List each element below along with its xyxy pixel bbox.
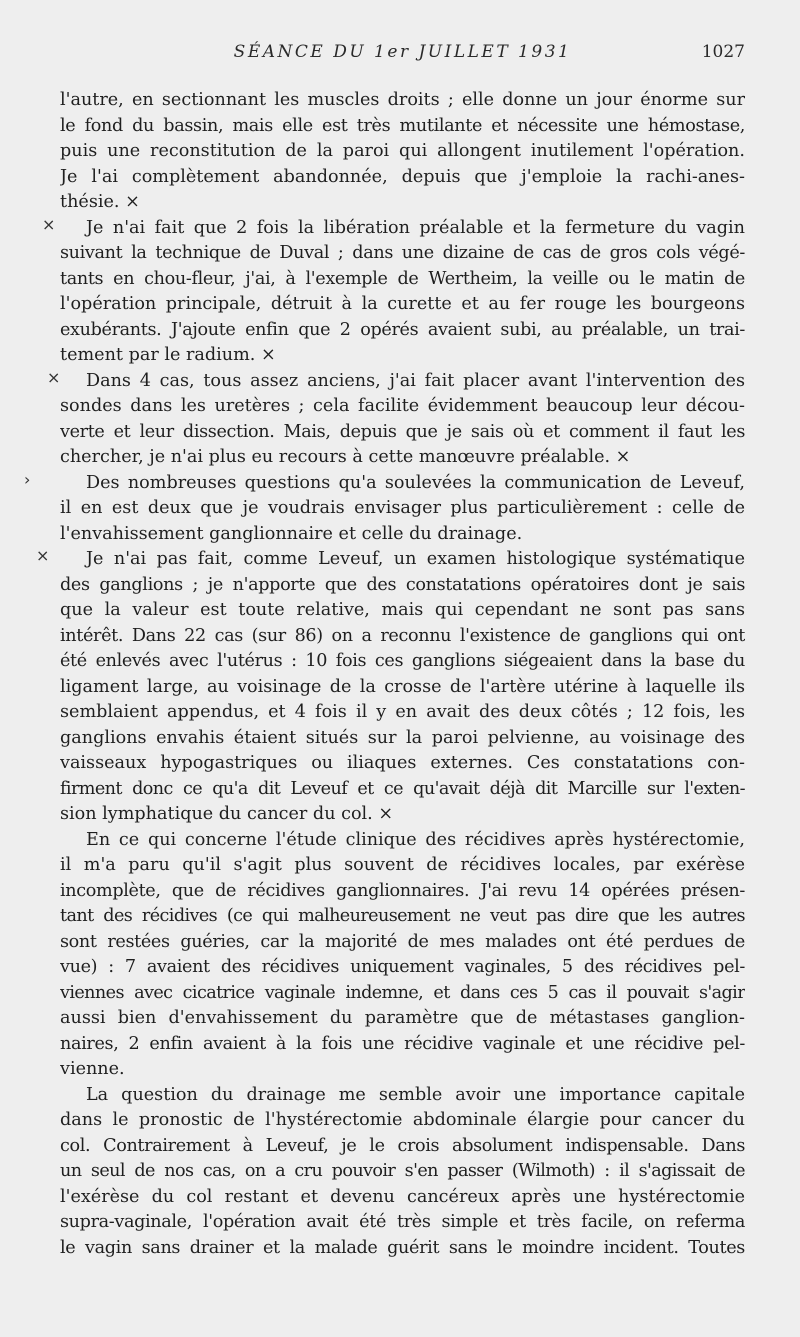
text-line: verte et leur dissection. Mais, depuis que je sais où et comment il faut les [60,421,745,442]
text-line: dans le pronostic de l'hystérectomie abdominale élargie pour cancer du [60,1110,745,1130]
text-line: tant des récidives (ce qui malheureusement ne veut pas dire que les autres [60,906,745,926]
text-line: tants en chou-fleur, j'ai, à l'exemple de Wertheim, la veille ou le matin de [60,268,745,289]
text-line: sondes dans les uretères ; cela facilite évidemment beaucoup leur décou- [60,396,745,416]
body-text [60,88,745,1261]
text-line: vue) : 7 avaient des récidives uniquement vaginales, 5 des récidives pel- [60,957,745,977]
text-line: un seul de nos cas, on a cru pouvoir s'en passer (Wilmoth) : il s'agissait de [60,1161,745,1181]
text-line: il m'a paru qu'il s'agit plus souvent de récidives locales, par exérèse [60,855,745,875]
text-line: ganglions envahis étaient situés sur la paroi pelvienne, au voisinage des [60,727,745,748]
page-header [60,42,745,66]
text-line: Des nombreuses questions qu'a soulevées la communication de Leveuf, [86,472,745,493]
text-line: thésie. × [60,192,140,212]
text-line: vaisseaux hypogastriques ou iliaques externes. Ces constatations con- [60,753,745,773]
text-line: Je n'ai pas fait, comme Leveuf, un examen histologique systématique [86,549,745,569]
text-line: chercher, je n'ai plus eu recours à cette manœuvre préalable. × [60,447,631,467]
text-line: col. Contrairement à Leveuf, je le crois absolument indispensable. Dans [60,1135,745,1156]
margin-mark: × [47,368,61,387]
text-line: supra-vaginale, l'opération avait été très simple et très facile, on referma [60,1212,745,1232]
text-line: La question du drainage me semble avoir une importance capitale [86,1084,745,1105]
text-line: Je l'ai complètement abandonnée, depuis que j'emploie la rachi-anes- [60,166,745,187]
text-line: vienne. [60,1059,125,1079]
text-line: l'exérèse du col restant et devenu cancéreux après une hystérectomie [60,1186,745,1207]
text-line: l'autre, en sectionnant les muscles droits ; elle donne un jour énorme sur [60,90,745,110]
page-number: 1027 [701,42,745,62]
text-line: firment donc ce qu'a dit Leveuf et ce qu'avait déjà dit Marcille sur l'exten- [60,778,745,799]
margin-mark: › [24,470,31,489]
text-line: l'envahissement ganglionnaire et celle du drainage. [60,523,523,544]
text-line: Je n'ai fait que 2 fois la libération préalable et la fermeture du vagin [86,217,745,238]
text-line: le fond du bassin, mais elle est très mutilante et nécessite une hémostase, [60,115,745,136]
text-line: il en est deux que je voudrais envisager plus particulièrement : celle de [60,498,745,518]
text-line: En ce qui concerne l'étude clinique des récidives après hystérectomie, [86,829,745,850]
text-line: semblaient appendus, et 4 fois il y en avait des deux côtés ; 12 fois, les [60,702,745,722]
text-line: incomplète, que de récidives ganglionnaires. J'ai revu 14 opérées présen- [60,880,745,901]
text-line: sont restées guéries, car la majorité de mes malades ont été perdues de [60,931,745,952]
text-line: puis une reconstitution de la paroi qui allongent inutilement l'opération. [60,141,745,161]
text-line: naires, 2 enfin avaient à la fois une récidive vaginale et une récidive pel- [60,1033,745,1054]
text-line: exubérants. J'ajoute enfin que 2 opérés avaient subi, au préalable, un trai- [60,319,745,340]
text-line: intérêt. Dans 22 cas (sur 86) on a reconnu l'existence de ganglions qui ont [60,625,745,646]
text-line: Dans 4 cas, tous assez anciens, j'ai fait placer avant l'intervention des [86,370,745,391]
margin-mark: × [36,546,50,565]
text-line: sion lymphatique du cancer du col. × [60,804,394,824]
text-line: l'opération principale, détruit à la curette et au fer rouge les bourgeons [60,294,745,314]
margin-mark: × [42,215,56,234]
text-line: aussi bien d'envahissement du paramètre que de métastases ganglion- [60,1008,745,1028]
text-line: le vagin sans drainer et la malade guérit sans le moindre incident. Toutes [60,1237,745,1258]
text-line: ligament large, au voisinage de la crosse de l'artère utérine à laquelle ils [60,676,745,697]
text-line: tement par le radium. × [60,345,276,365]
text-line: viennes avec cicatrice vaginale indemne, et dans ces 5 cas il pouvait s'agir [60,982,745,1003]
text-line: suivant la technique de Duval ; dans une dizaine de cas de gros cols végé- [60,243,745,263]
text-line: des ganglions ; je n'apporte que des constatations opératoires dont je sais [60,574,745,595]
running-title: SÉANCE DU 1er JUILLET 1931 [233,42,572,62]
text-line: été enlevés avec l'utérus : 10 fois ces ganglions siégeaient dans la base du [60,651,745,671]
text-line: que la valeur est toute relative, mais qui cependant ne sont pas sans [60,600,745,620]
